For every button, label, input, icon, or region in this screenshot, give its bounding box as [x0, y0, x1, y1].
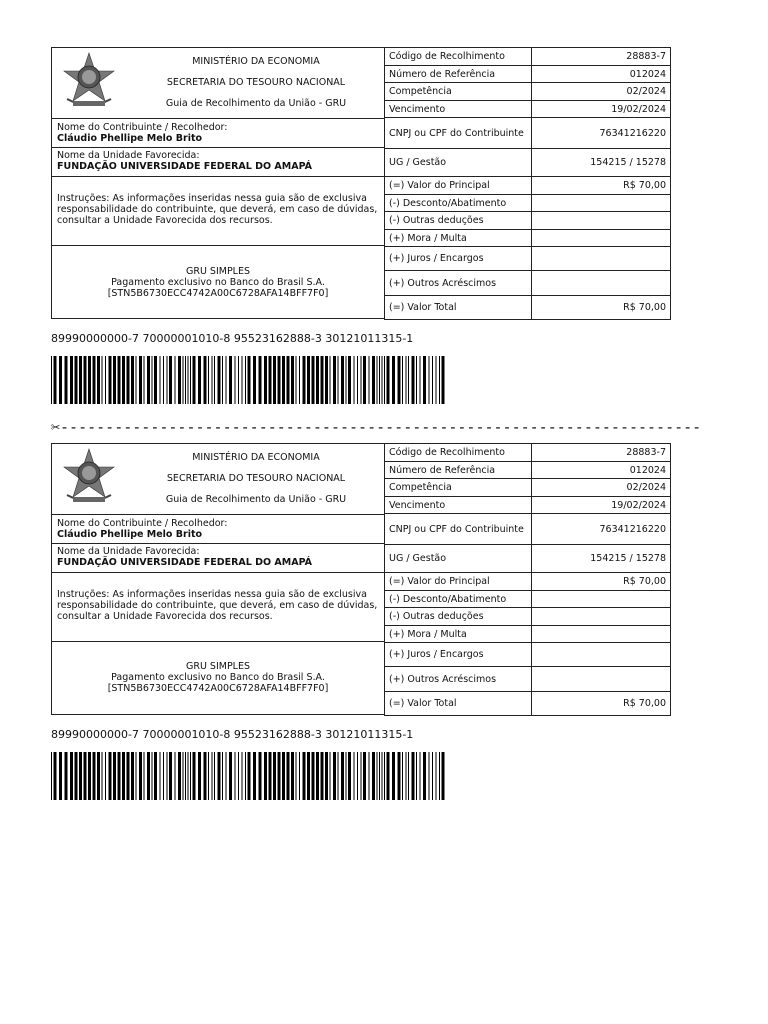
- ug-label: UG / Gestão: [385, 149, 532, 177]
- unit-name: FUNDAÇÃO UNIVERSIDADE FEDERAL DO AMAPÁ: [57, 161, 313, 172]
- barcode-bar: [51, 752, 52, 800]
- unit-label: Nome da Unidade Favorecida:: [57, 150, 200, 161]
- barcode-bar: [204, 752, 207, 800]
- referencia-value: 012024: [532, 66, 671, 83]
- gru-title: GRU SIMPLES: [185, 661, 251, 672]
- barcode-bar: [222, 752, 223, 800]
- mora-label: (+) Mora / Multa: [385, 230, 532, 247]
- barcode-bar: [88, 752, 91, 800]
- cnpj-value: 76341216220: [532, 118, 671, 149]
- barcode-bar: [412, 356, 415, 404]
- barcode-bar: [406, 752, 407, 800]
- barcode-bar: [382, 752, 383, 800]
- barcode-bar: [188, 356, 189, 404]
- contributor-name: Cláudio Phellipe Melo Brito: [57, 529, 203, 540]
- linha-digitavel-2: 89990000000-7 70000001010-8 95523162888-3 30121011315-1: [51, 728, 414, 741]
- barcode-bar: [432, 356, 433, 404]
- barcode-bar: [154, 752, 157, 800]
- barcode-bar: [242, 356, 243, 404]
- barcode-bar: [160, 752, 161, 800]
- competencia-value: 02/2024: [532, 479, 671, 497]
- barcode-bar: [379, 752, 380, 800]
- barcode-bar: [178, 356, 181, 404]
- barcode-bar: [190, 752, 191, 800]
- instructions-text: Instruções: As informações inseridas nessa guia são de exclusiva responsabilidade do contribuinte, que deverá, em caso de dúvidas, consultar a Unidade Favorecida dos recursos.: [57, 589, 378, 622]
- barcode-bar: [136, 356, 137, 404]
- barcode-bar: [235, 356, 236, 404]
- barcode-bar: [357, 356, 358, 404]
- barcode-bar: [93, 752, 96, 800]
- ug-value: 154215 / 15278: [532, 149, 671, 177]
- deducoes-label: (-) Outras deduções: [385, 608, 532, 626]
- barcode-1: [51, 356, 445, 404]
- barcode-bar: [70, 752, 73, 800]
- barcode-bar: [369, 752, 370, 800]
- barcode-bar: [273, 356, 276, 404]
- barcode-bar: [183, 752, 184, 800]
- barcode-bar: [273, 752, 276, 800]
- barcode-bar: [379, 356, 380, 404]
- values-table: [384, 443, 671, 716]
- barcode-bar: [75, 752, 78, 800]
- barcode-bar: [341, 356, 344, 404]
- barcode-bar: [420, 752, 421, 800]
- barcode-bar: [248, 356, 251, 404]
- barcode-bar: [169, 356, 172, 404]
- barcode-bar: [398, 752, 401, 800]
- codigo-label: Código de Recolhimento: [385, 48, 532, 66]
- vencimento-label: Vencimento: [385, 101, 532, 118]
- barcode-bar: [278, 752, 281, 800]
- barcode-bar: [193, 356, 196, 404]
- juros-value: [532, 643, 671, 667]
- barcode-bar: [204, 356, 207, 404]
- barcode-bar: [245, 752, 246, 800]
- barcode-bar: [348, 752, 351, 800]
- barcode-bar: [361, 752, 362, 800]
- barcode-bar: [160, 356, 161, 404]
- ug-label: UG / Gestão: [385, 545, 532, 573]
- barcode-bar: [346, 356, 347, 404]
- barcode-bar: [65, 356, 68, 404]
- barcode-bar: [122, 356, 125, 404]
- barcode-bar: [338, 752, 339, 800]
- barcode-bar: [97, 356, 100, 404]
- barcode-bar: [363, 752, 366, 800]
- barcode-bar: [402, 356, 403, 404]
- barcode-bar: [235, 752, 236, 800]
- barcode-bar: [436, 752, 437, 800]
- barcode-bar: [408, 752, 409, 800]
- barcode-bar: [303, 752, 306, 800]
- barcode-bar: [369, 356, 370, 404]
- barcode-bar: [190, 356, 191, 404]
- codigo-value: 28883-7: [532, 48, 671, 66]
- barcode-bar: [245, 356, 246, 404]
- barcode-bar: [163, 752, 164, 800]
- brasao-emblem: [59, 51, 119, 111]
- acrescimos-value: [532, 271, 671, 296]
- barcode-bar: [423, 356, 426, 404]
- referencia-label: Número de Referência: [385, 462, 532, 479]
- barcode-bar: [109, 752, 112, 800]
- barcode-bar: [105, 356, 106, 404]
- barcode-bar: [325, 356, 328, 404]
- barcode-bar: [321, 752, 324, 800]
- cnpj-value: 76341216220: [532, 514, 671, 545]
- barcode-bar: [325, 752, 328, 800]
- desconto-value: [532, 195, 671, 212]
- barcode-bar: [296, 356, 297, 404]
- barcode-bar: [122, 752, 125, 800]
- codigo-value: 28883-7: [532, 444, 671, 462]
- barcode-bar: [185, 752, 186, 800]
- barcode-2: [51, 752, 445, 800]
- barcode-bar: [303, 356, 306, 404]
- gru-code: [STN5B6730ECC4742A00C6728AFA14BFF7F0]: [107, 288, 329, 299]
- barcode-bar: [316, 752, 319, 800]
- barcode-bar: [208, 356, 209, 404]
- gru-code: [STN5B6730ECC4742A00C6728AFA14BFF7F0]: [107, 683, 329, 694]
- gru-bank: Pagamento exclusivo no Banco do Brasil S.A.: [111, 277, 325, 288]
- barcode-bar: [346, 752, 347, 800]
- barcode-bar: [330, 752, 331, 800]
- acrescimos-value: [532, 667, 671, 692]
- barcode-bar: [54, 356, 57, 404]
- mora-value: [532, 230, 671, 247]
- barcode-bar: [175, 752, 176, 800]
- barcode-bar: [59, 356, 62, 404]
- barcode-bar: [242, 752, 243, 800]
- barcode-bar: [218, 356, 221, 404]
- barcode-bar: [264, 356, 267, 404]
- total-label: (=) Valor Total: [385, 692, 532, 716]
- desconto-label: (-) Desconto/Abatimento: [385, 195, 532, 212]
- barcode-bar: [307, 752, 310, 800]
- barcode-bar: [226, 356, 227, 404]
- barcode-bar: [377, 752, 378, 800]
- barcode-bar: [307, 356, 310, 404]
- barcode-bar: [144, 752, 145, 800]
- barcode-bar: [442, 356, 445, 404]
- guide-title: Guia de Recolhimento da União - GRU: [165, 494, 347, 505]
- barcode-bar: [208, 752, 209, 800]
- barcode-bar: [387, 752, 390, 800]
- barcode-bar: [84, 356, 87, 404]
- barcode-bar: [402, 752, 403, 800]
- total-label: (=) Valor Total: [385, 296, 532, 320]
- barcode-bar: [131, 356, 134, 404]
- ministry-title: MINISTÉRIO DA ECONOMIA: [192, 56, 320, 67]
- barcode-bar: [198, 356, 201, 404]
- barcode-bar: [312, 356, 315, 404]
- mora-label: (+) Mora / Multa: [385, 626, 532, 643]
- barcode-bar: [147, 752, 150, 800]
- barcode-bar: [97, 752, 100, 800]
- barcode-bar: [429, 752, 430, 800]
- barcode-bar: [185, 356, 186, 404]
- barcode-bar: [439, 752, 440, 800]
- guide-title: Guia de Recolhimento da União - GRU: [165, 98, 347, 109]
- barcode-bar: [178, 752, 181, 800]
- barcode-bar: [167, 752, 168, 800]
- gru-title: GRU SIMPLES: [185, 266, 251, 277]
- secretariat-title: SECRETARIA DO TESOURO NACIONAL: [166, 473, 346, 484]
- barcode-bar: [51, 356, 52, 404]
- barcode-bar: [408, 356, 409, 404]
- barcode-bar: [136, 752, 137, 800]
- total-value: R$ 70,00: [532, 296, 671, 320]
- barcode-bar: [84, 752, 87, 800]
- competencia-label: Competência: [385, 479, 532, 497]
- contributor-name: Cláudio Phellipe Melo Brito: [57, 133, 203, 144]
- referencia-label: Número de Referência: [385, 66, 532, 83]
- barcode-bar: [139, 752, 142, 800]
- barcode-bar: [79, 752, 82, 800]
- barcode-bar: [363, 356, 366, 404]
- barcode-bar: [93, 356, 96, 404]
- ug-value: 154215 / 15278: [532, 545, 671, 573]
- barcode-bar: [167, 356, 168, 404]
- acrescimos-label: (+) Outros Acréscimos: [385, 667, 532, 692]
- barcode-bar: [54, 752, 57, 800]
- cnpj-label: CNPJ ou CPF do Contribuinte: [385, 514, 532, 545]
- barcode-bar: [109, 356, 112, 404]
- barcode-bar: [357, 752, 358, 800]
- barcode-bar: [113, 356, 116, 404]
- barcode-bar: [88, 356, 91, 404]
- barcode-bar: [59, 752, 62, 800]
- deducoes-value: [532, 608, 671, 626]
- vencimento-label: Vencimento: [385, 497, 532, 514]
- barcode-bar: [118, 752, 121, 800]
- barcode-bar: [127, 752, 130, 800]
- juros-label: (+) Juros / Encargos: [385, 643, 532, 667]
- barcode-bar: [338, 356, 339, 404]
- barcode-bar: [253, 356, 256, 404]
- referencia-value: 012024: [532, 462, 671, 479]
- barcode-bar: [398, 356, 401, 404]
- principal-value: R$ 70,00: [532, 573, 671, 591]
- barcode-bar: [316, 356, 319, 404]
- competencia-value: 02/2024: [532, 83, 671, 101]
- barcode-bar: [333, 752, 336, 800]
- barcode-bar: [163, 356, 164, 404]
- barcode-bar: [330, 356, 331, 404]
- cut-line: ✂-----------------------------------------------------------------------: [51, 418, 702, 436]
- barcode-bar: [278, 356, 281, 404]
- barcode-bar: [238, 752, 239, 800]
- barcode-bar: [259, 356, 262, 404]
- barcode-bar: [432, 752, 433, 800]
- barcode-bar: [238, 356, 239, 404]
- barcode-bar: [212, 356, 213, 404]
- vencimento-value: 19/02/2024: [532, 101, 671, 118]
- barcode-bar: [354, 356, 355, 404]
- barcode-bar: [229, 356, 232, 404]
- barcode-bar: [102, 356, 103, 404]
- barcode-bar: [269, 752, 272, 800]
- barcode-bar: [416, 356, 417, 404]
- linha-digitavel-1: 89990000000-7 70000001010-8 95523162888-3 30121011315-1: [51, 332, 414, 345]
- barcode-bar: [222, 356, 223, 404]
- barcode-bar: [259, 752, 262, 800]
- gru-slip-2: [51, 443, 671, 715]
- secretariat-title: SECRETARIA DO TESOURO NACIONAL: [166, 77, 346, 88]
- vencimento-value: 19/02/2024: [532, 497, 671, 514]
- cnpj-label: CNPJ ou CPF do Contribuinte: [385, 118, 532, 149]
- barcode-bar: [423, 752, 426, 800]
- codigo-label: Código de Recolhimento: [385, 444, 532, 462]
- barcode-bar: [75, 356, 78, 404]
- barcode-bar: [152, 752, 153, 800]
- barcode-bar: [384, 752, 385, 800]
- barcode-bar: [412, 752, 415, 800]
- barcode-bar: [169, 752, 172, 800]
- barcode-bar: [113, 752, 116, 800]
- gru-bank: Pagamento exclusivo no Banco do Brasil S.A.: [111, 672, 325, 683]
- barcode-bar: [70, 356, 73, 404]
- barcode-bar: [429, 356, 430, 404]
- barcode-bar: [152, 356, 153, 404]
- contributor-label: Nome do Contribuinte / Recolhedor:: [57, 122, 228, 133]
- barcode-bar: [175, 356, 176, 404]
- barcode-bar: [406, 356, 407, 404]
- barcode-bar: [291, 752, 294, 800]
- total-value: R$ 70,00: [532, 692, 671, 716]
- barcode-bar: [264, 752, 267, 800]
- barcode-bar: [226, 752, 227, 800]
- barcode-bar: [287, 356, 290, 404]
- barcode-bar: [392, 356, 395, 404]
- barcode-bar: [248, 752, 251, 800]
- barcode-bar: [79, 356, 82, 404]
- deducoes-label: (-) Outras deduções: [385, 212, 532, 230]
- competencia-label: Competência: [385, 83, 532, 101]
- barcode-bar: [282, 752, 285, 800]
- barcode-bar: [131, 752, 134, 800]
- barcode-bar: [321, 356, 324, 404]
- barcode-bar: [354, 752, 355, 800]
- barcode-bar: [154, 356, 157, 404]
- barcode-bar: [442, 752, 445, 800]
- deducoes-value: [532, 212, 671, 230]
- barcode-bar: [193, 752, 196, 800]
- barcode-bar: [229, 752, 232, 800]
- barcode-bar: [291, 356, 294, 404]
- barcode-bar: [287, 752, 290, 800]
- barcode-bar: [147, 356, 150, 404]
- barcode-bar: [372, 356, 375, 404]
- barcode-bar: [341, 752, 344, 800]
- barcode-bar: [118, 356, 121, 404]
- acrescimos-label: (+) Outros Acréscimos: [385, 271, 532, 296]
- values-table: [384, 47, 671, 320]
- mora-value: [532, 626, 671, 643]
- barcode-bar: [144, 356, 145, 404]
- barcode-bar: [214, 356, 215, 404]
- unit-label: Nome da Unidade Favorecida:: [57, 546, 200, 557]
- barcode-bar: [416, 752, 417, 800]
- barcode-bar: [439, 356, 440, 404]
- barcode-bar: [198, 752, 201, 800]
- barcode-bar: [299, 356, 300, 404]
- barcode-bar: [282, 356, 285, 404]
- barcode-bar: [299, 752, 300, 800]
- juros-label: (+) Juros / Encargos: [385, 247, 532, 271]
- barcode-bar: [269, 356, 272, 404]
- barcode-bar: [183, 356, 184, 404]
- barcode-bar: [296, 752, 297, 800]
- barcode-bar: [127, 356, 130, 404]
- principal-label: (=) Valor do Principal: [385, 177, 532, 195]
- unit-name: FUNDAÇÃO UNIVERSIDADE FEDERAL DO AMAPÁ: [57, 557, 313, 568]
- barcode-bar: [102, 752, 103, 800]
- barcode-bar: [420, 356, 421, 404]
- barcode-bar: [436, 356, 437, 404]
- instructions-text: Instruções: As informações inseridas nessa guia são de exclusiva responsabilidade do contribuinte, que deverá, em caso de dúvidas, consultar a Unidade Favorecida dos recursos.: [57, 193, 378, 226]
- barcode-bar: [387, 356, 390, 404]
- desconto-label: (-) Desconto/Abatimento: [385, 591, 532, 608]
- juros-value: [532, 247, 671, 271]
- ministry-title: MINISTÉRIO DA ECONOMIA: [192, 452, 320, 463]
- barcode-bar: [105, 752, 106, 800]
- principal-label: (=) Valor do Principal: [385, 573, 532, 591]
- barcode-bar: [312, 752, 315, 800]
- barcode-bar: [212, 752, 213, 800]
- barcode-bar: [65, 752, 68, 800]
- gru-slip-1: [51, 47, 671, 319]
- barcode-bar: [214, 752, 215, 800]
- barcode-bar: [188, 752, 189, 800]
- barcode-bar: [139, 356, 142, 404]
- brasao-emblem: [59, 447, 119, 507]
- desconto-value: [532, 591, 671, 608]
- barcode-bar: [253, 752, 256, 800]
- principal-value: R$ 70,00: [532, 177, 671, 195]
- barcode-bar: [377, 356, 378, 404]
- barcode-bar: [382, 356, 383, 404]
- barcode-bar: [372, 752, 375, 800]
- barcode-bar: [384, 356, 385, 404]
- barcode-bar: [333, 356, 336, 404]
- barcode-bar: [218, 752, 221, 800]
- contributor-label: Nome do Contribuinte / Recolhedor:: [57, 518, 228, 529]
- barcode-bar: [392, 752, 395, 800]
- barcode-bar: [348, 356, 351, 404]
- barcode-bar: [361, 356, 362, 404]
